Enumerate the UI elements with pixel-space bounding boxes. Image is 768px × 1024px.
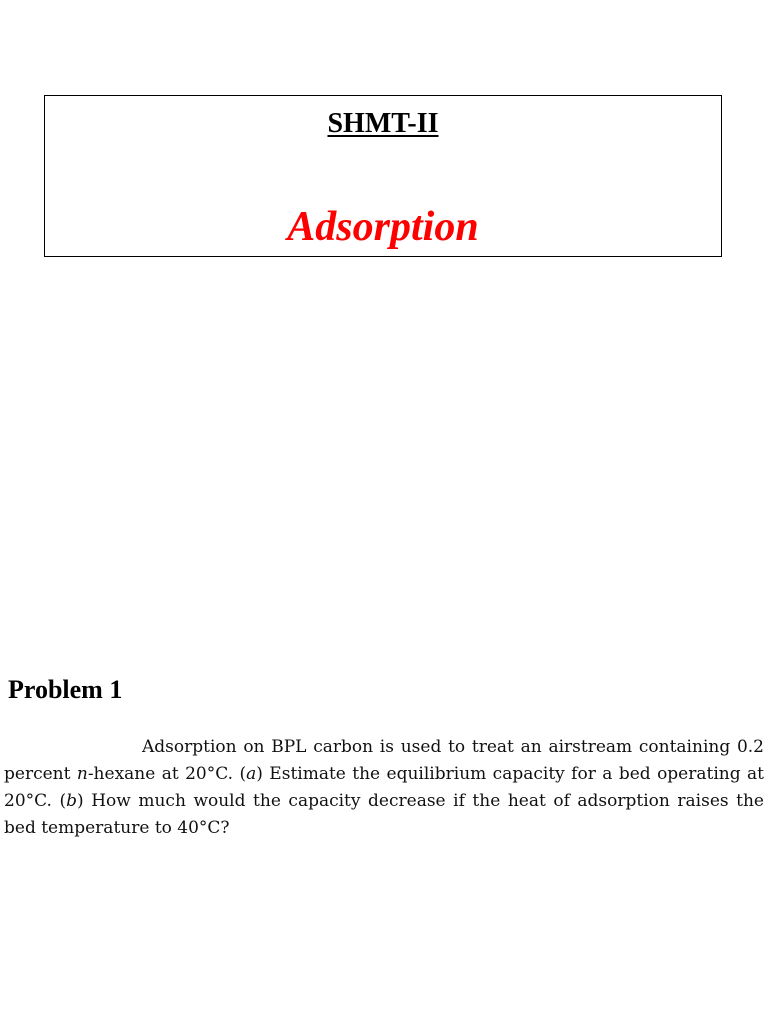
course-title: SHMT-II — [327, 108, 439, 139]
problem-statement — [4, 734, 764, 842]
title-box — [44, 95, 722, 257]
statement-italic-n: n — [76, 764, 88, 784]
statement-text-1: Adsorption on BPL carbon is used to treat an airstream containing 0.2 percent — [4, 737, 764, 784]
statement-italic-a: a — [246, 764, 257, 784]
statement-text-2: -hexane at 20°C. ( — [87, 764, 247, 784]
slide-2 — [0, 512, 768, 1024]
statement-text-3: ) Estimate the equilibrium capacity for a bed operating at 20°C. ( — [4, 764, 764, 811]
topic-title: Adsorption — [287, 204, 479, 250]
statement-text-4: ) How much would the capacity decrease if the heat of adsorption raises the bed temperature to 40°C? — [4, 791, 764, 838]
problem-heading: Problem 1 — [8, 675, 123, 704]
statement-italic-b: b — [66, 791, 78, 811]
